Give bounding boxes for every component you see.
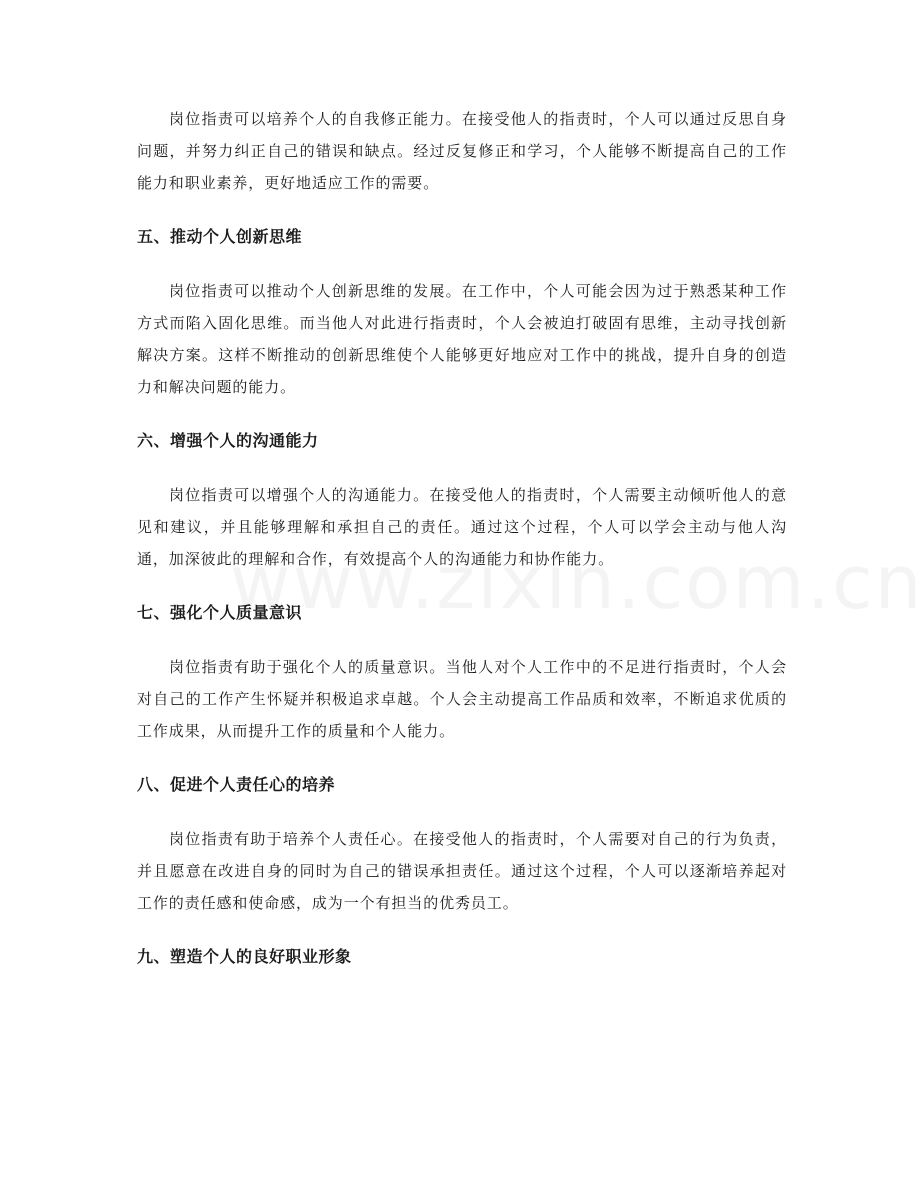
paragraph-quality: 岗位指责有助于强化个人的质量意识。当他人对个人工作中的不足进行指责时，个人会对自己的工作产生怀疑并积极追求卓越。个人会主动提高工作品质和效率，不断追求优质的工作成果，从而提升工作的质量和个人能力。 bbox=[137, 658, 787, 740]
paragraph-innovation: 岗位指责可以推动个人创新思维的发展。在工作中，个人可能会因为过于熟悉某种工作方式而陷入固化思维。而当他人对此进行指责时，个人会被迫打破固有思维，主动寻找创新解决方案。这样不断推动的创新思维使个人能够更好地应对工作中的挑战，提升自身的创造力和解决问题的能力。 bbox=[137, 282, 787, 396]
heading-section-5: 五、推动个人创新思维 bbox=[137, 227, 303, 246]
heading-section-6: 六、增强个人的沟通能力 bbox=[137, 431, 319, 450]
paragraph-responsibility: 岗位指责有助于培养个人责任心。在接受他人的指责时，个人需要对自己的行为负责，并且愿意在改进自身的同时为自己的错误承担责任。通过这个过程，个人可以逐渐培养起对工作的责任感和使命感，成为一个有担当的优秀员工。 bbox=[137, 830, 787, 912]
heading-section-7: 七、强化个人质量意识 bbox=[137, 603, 303, 622]
paragraph-self-correction: 岗位指责可以培养个人的自我修正能力。在接受他人的指责时，个人可以通过反思自身问题，并努力纠正自己的错误和缺点。经过反复修正和学习，个人能够不断提高自己的工作能力和职业素养，更好地适应工作的需要。 bbox=[137, 110, 787, 192]
paragraph-communication: 岗位指责可以增强个人的沟通能力。在接受他人的指责时，个人需要主动倾听他人的意见和建议，并且能够理解和承担自己的责任。通过这个过程，个人可以学会主动与他人沟通，加深彼此的理解和合作，有效提高个人的沟通能力和协作能力。 bbox=[137, 486, 787, 568]
heading-section-8: 八、促进个人责任心的培养 bbox=[137, 775, 336, 794]
document-body bbox=[137, 103, 787, 973]
heading-section-9: 九、塑造个人的良好职业形象 bbox=[137, 947, 352, 966]
